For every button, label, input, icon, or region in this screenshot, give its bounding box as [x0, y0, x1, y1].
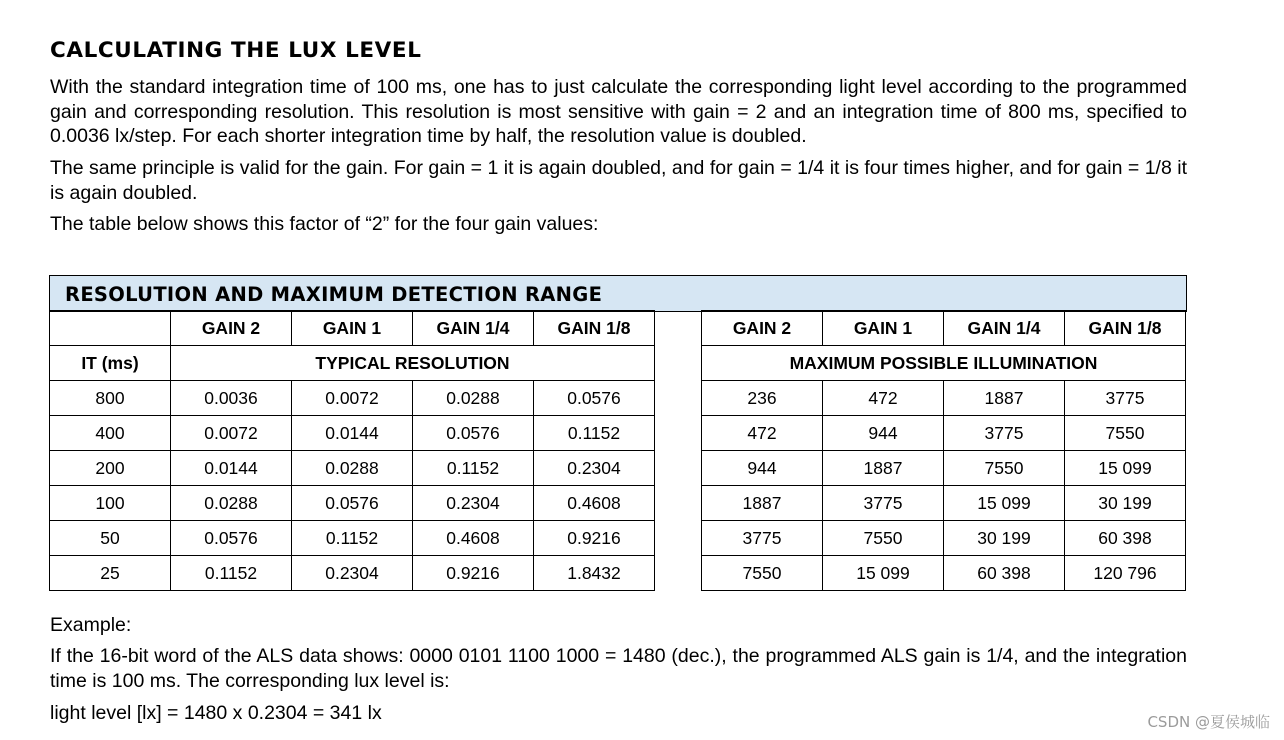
max-illumination-value: 3775 — [823, 486, 944, 521]
max-illumination-value: 120 796 — [1065, 556, 1186, 591]
max-illumination-value: 7550 — [702, 556, 823, 591]
resolution-value: 0.0288 — [413, 381, 534, 416]
table-row — [702, 416, 1186, 451]
gain-header-row — [702, 311, 1186, 346]
gain-header: GAIN 1 — [823, 311, 944, 346]
resolution-value: 0.0288 — [292, 451, 413, 486]
max-illumination-value: 236 — [702, 381, 823, 416]
max-illumination-value: 7550 — [823, 521, 944, 556]
max-illumination-value: 15 099 — [1065, 451, 1186, 486]
gain-header: GAIN 1/8 — [534, 311, 655, 346]
resolution-value: 0.0576 — [171, 521, 292, 556]
resolution-value: 0.0576 — [413, 416, 534, 451]
table-row — [50, 416, 655, 451]
resolution-value: 0.4608 — [413, 521, 534, 556]
paragraph-table-intro: The table below shows this factor of “2” for the four gain values: — [50, 213, 599, 235]
group-header-row — [50, 346, 655, 381]
resolution-value: 0.0576 — [292, 486, 413, 521]
max-illumination-value: 7550 — [1065, 416, 1186, 451]
resolution-value: 0.2304 — [534, 451, 655, 486]
resolution-value: 0.4608 — [534, 486, 655, 521]
example-text: If the 16-bit word of the ALS data shows: 0000 0101 1100 1000 = 1480 (dec.), the programmed ALS gain is 1/4, and the integration time is 100 ms. The corresponding lux level is: — [50, 645, 1187, 692]
max-illumination-value: 3775 — [944, 416, 1065, 451]
resolution-value: 0.2304 — [292, 556, 413, 591]
resolution-value: 0.0576 — [534, 381, 655, 416]
resolution-value: 0.1152 — [292, 521, 413, 556]
table-row — [50, 381, 655, 416]
typical-resolution-header: TYPICAL RESOLUTION — [171, 346, 655, 381]
max-illumination-value: 3775 — [1065, 381, 1186, 416]
max-illumination-value: 15 099 — [823, 556, 944, 591]
resolution-value: 0.0288 — [171, 486, 292, 521]
gain-header: GAIN 1 — [292, 311, 413, 346]
table-row — [702, 451, 1186, 486]
max-illumination-value: 60 398 — [944, 556, 1065, 591]
max-illumination-value: 944 — [823, 416, 944, 451]
max-illumination-value: 3775 — [702, 521, 823, 556]
resolution-value: 0.1152 — [171, 556, 292, 591]
resolution-value: 0.1152 — [413, 451, 534, 486]
it-value: 100 — [50, 486, 171, 521]
it-value: 800 — [50, 381, 171, 416]
table-row — [702, 381, 1186, 416]
resolution-range-table — [49, 275, 1187, 591]
example-formula: light level [lx] = 1480 x 0.2304 = 341 lx — [50, 702, 382, 724]
watermark: CSDN @夏侯城临 — [1147, 713, 1270, 731]
gain-header: GAIN 1/4 — [944, 311, 1065, 346]
resolution-value: 0.0072 — [171, 416, 292, 451]
resolution-value: 0.0072 — [292, 381, 413, 416]
table-row — [50, 486, 655, 521]
gain-header: GAIN 1/8 — [1065, 311, 1186, 346]
gain-header: GAIN 1/4 — [413, 311, 534, 346]
max-illumination-header: MAXIMUM POSSIBLE ILLUMINATION — [702, 346, 1186, 381]
gain-header: GAIN 2 — [702, 311, 823, 346]
table-row — [702, 521, 1186, 556]
max-illumination-value: 60 398 — [1065, 521, 1186, 556]
max-illumination-value: 30 199 — [944, 521, 1065, 556]
resolution-value: 1.8432 — [534, 556, 655, 591]
gain-header: GAIN 2 — [171, 311, 292, 346]
it-value: 50 — [50, 521, 171, 556]
example-label: Example: — [50, 614, 132, 636]
max-illumination-value: 1887 — [944, 381, 1065, 416]
table-title-bar — [49, 275, 1187, 312]
it-value: 400 — [50, 416, 171, 451]
max-illumination-value: 472 — [823, 381, 944, 416]
table-row — [702, 486, 1186, 521]
illumination-table — [701, 310, 1186, 591]
section-heading: CALCULATING THE LUX LEVEL — [50, 38, 422, 63]
resolution-value: 0.9216 — [534, 521, 655, 556]
max-illumination-value: 944 — [702, 451, 823, 486]
table-row — [50, 451, 655, 486]
resolution-value: 0.2304 — [413, 486, 534, 521]
table-row — [50, 521, 655, 556]
max-illumination-value: 472 — [702, 416, 823, 451]
gain-header-row — [50, 311, 655, 346]
max-illumination-value: 1887 — [823, 451, 944, 486]
resolution-value: 0.9216 — [413, 556, 534, 591]
max-illumination-value: 15 099 — [944, 486, 1065, 521]
resolution-table — [49, 310, 655, 591]
table-row — [702, 556, 1186, 591]
resolution-value: 0.1152 — [534, 416, 655, 451]
table-title: RESOLUTION AND MAXIMUM DETECTION RANGE — [65, 283, 603, 306]
max-illumination-value: 30 199 — [1065, 486, 1186, 521]
blank-header-cell — [50, 311, 171, 346]
it-header: IT (ms) — [50, 346, 171, 381]
resolution-value: 0.0144 — [171, 451, 292, 486]
max-illumination-value: 1887 — [702, 486, 823, 521]
resolution-value: 0.0144 — [292, 416, 413, 451]
max-illumination-value: 7550 — [944, 451, 1065, 486]
it-value: 25 — [50, 556, 171, 591]
table-row — [50, 556, 655, 591]
paragraph-integration-time: With the standard integration time of 100 ms, one has to just calculate the corresponding light level according to the programmed gain and corresponding resolution. This resolution is most sensitive with gain = 2 and an integration time of 800 ms, specified to 0.0036 lx/step. For each shorter integration time by half, the resolution value is doubled. — [50, 76, 1187, 147]
it-value: 200 — [50, 451, 171, 486]
group-header-row — [702, 346, 1186, 381]
resolution-value: 0.0036 — [171, 381, 292, 416]
paragraph-gain-principle: The same principle is valid for the gain. For gain = 1 it is again doubled, and for gain = 1/4 it is four times higher, and for gain = 1/8 it is again doubled. — [50, 157, 1187, 204]
